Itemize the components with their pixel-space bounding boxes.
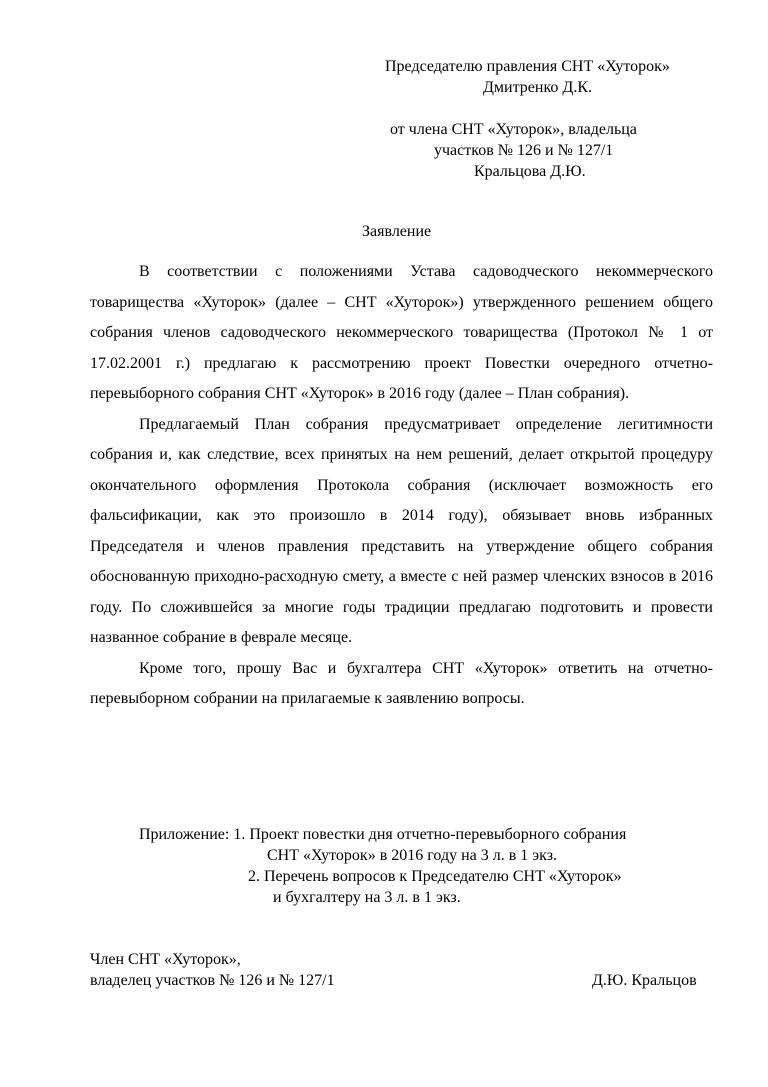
attachment-line-3: 2. Перечень вопросов к Председателю СНТ «Хуторок» — [248, 868, 622, 885]
attachment-line-1: Приложение: 1. Проект повестки дня отчетно-перевыборного собрания — [139, 826, 627, 843]
paragraph-3: Кроме того, прошу Вас и бухгалтера СНТ «Хуторок» ответить на отчетно-перевыборном собрании на прилагаемые к заявлению вопросы. — [90, 659, 713, 707]
signature-name: Д.Ю. Кральцов — [592, 972, 697, 989]
attachment-line-4: и бухгалтеру на 3 л. в 1 экз. — [273, 889, 461, 906]
document-body — [90, 257, 713, 715]
document-title: Заявление — [362, 223, 432, 240]
header-sender-name: Кральцова Д.Ю. — [474, 163, 586, 180]
signature-role: Член СНТ «Хуторок», — [90, 951, 241, 968]
paragraph-2: Предлагаемый План собрания предусматривает определение легитимности собрания и, как следствие, всех принятых на нем решений, делает открытой процедуру окончательного оформления Протокола собрания (исключает возможность его фальсификации, как это произошло в 2014 году), обязывает вновь избранных Председателя и членов правления представить на утверждение общего собрания обоснованную приходно-расходную смету, а вместе с ней размер членских взносов в 2016 году. По сложившейся за многие годы традиции предлагаю подготовить и провести названное собрание в феврале месяце. — [90, 415, 713, 646]
header-sender-plots: участков № 126 и № 127/1 — [434, 142, 614, 159]
header-addressee: Председателю правления СНТ «Хуторок» — [385, 58, 670, 75]
header-addressee-name: Дмитренко Д.К. — [483, 79, 592, 96]
attachment-line-2: СНТ «Хуторок» в 2016 году на 3 л. в 1 экз. — [267, 847, 558, 864]
header-sender: от члена СНТ «Хуторок», владельца — [390, 121, 637, 138]
paragraph-1: В соответствии с положениями Устава садоводческого некоммерческого товарищества «Хуторок» (далее – СНТ «Хуторок») утвержденного решением общего собрания членов садоводческого некоммерческого товарищества (Протокол № 1 от 17.02.2001 г.) предлагаю к рассмотрению проект Повестки очередного отчетно-перевыборного собрания СНТ «Хуторок» в 2016 году (далее – План собрания). — [90, 263, 713, 402]
signature-plots: владелец участков № 126 и № 127/1 — [90, 972, 335, 989]
